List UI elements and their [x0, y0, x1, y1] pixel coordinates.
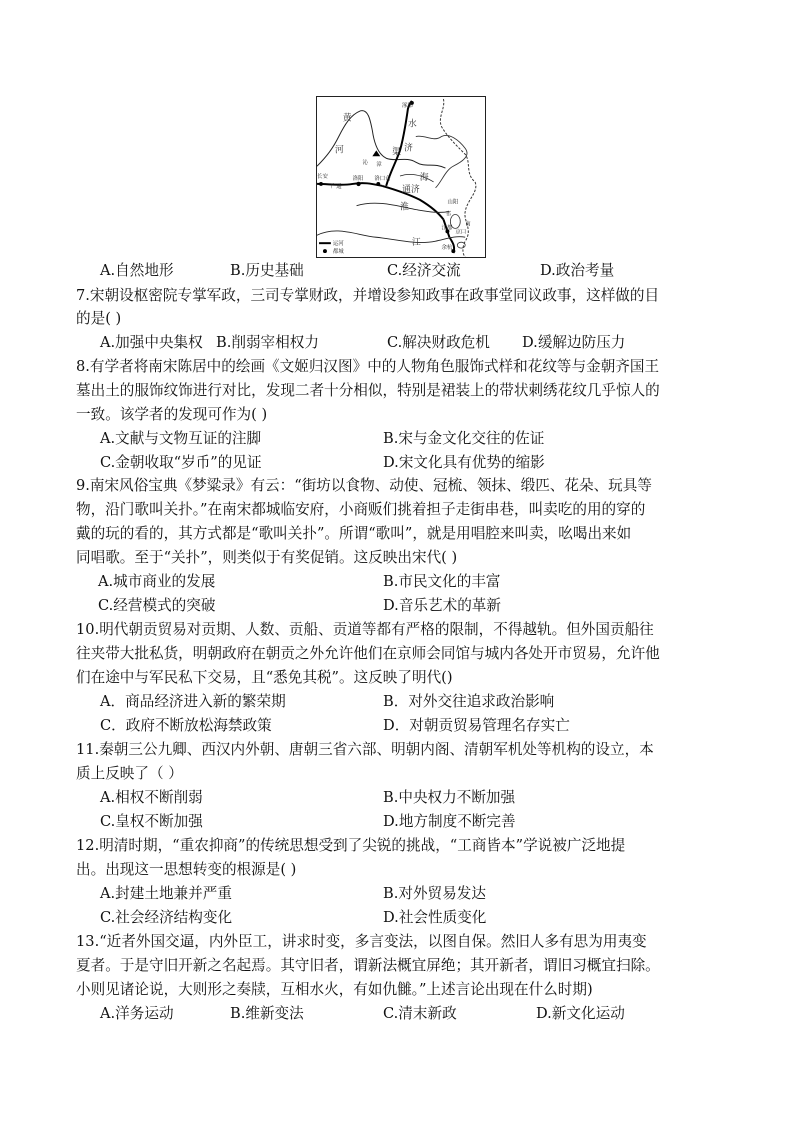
label-tongji-1: 通济 [401, 184, 420, 195]
q9-stem-line1: 9.南宋风俗宝典《梦粱录》有云：“街坊以食物、动使、冠梳、领抹、缎匹、花朵、玩具等 [76, 477, 652, 494]
q11-option-d[interactable]: D.地方制度不断完善 [383, 813, 516, 830]
label-qu: 渠 [392, 147, 401, 158]
q9-stem-line4: 同唱歌。至于“关扑”，则类似于有奖促销。这反映出宋代( ) [76, 549, 458, 566]
q6-option-b[interactable]: B.历史基础 [230, 262, 304, 279]
q11-option-a[interactable]: A.相权不断削弱 [100, 789, 203, 806]
q11-option-c[interactable]: C.皇权不断加强 [100, 813, 203, 830]
q13-stem-line2: 夏者。于是守旧开新之名起焉。其守旧者，谓新法概宜屏绝；其开新者，谓旧习概宜扫除。 [76, 957, 660, 974]
q13-option-c[interactable]: C.清末新政 [383, 1005, 457, 1022]
q12-option-d[interactable]: D.社会性质变化 [383, 909, 487, 926]
label-huai: 淮 [400, 202, 409, 213]
q10-stem-line1: 10.明代朝贡贸易对贡期、人数、贡船、贡道等都有严格的限制，不得越轨。但外国贡船往 [76, 621, 654, 638]
label-huang: 黄 [342, 113, 352, 124]
legend-city-label: 都城 [332, 249, 344, 256]
grand-canal-map [316, 96, 486, 258]
q8-option-d[interactable]: D.宋文化具有优势的缩影 [383, 454, 545, 471]
label-shanyang: 山阳 [447, 199, 459, 206]
label-han: 邗 [445, 211, 451, 218]
q6-option-d[interactable]: D.政治考量 [540, 262, 615, 279]
label-luoyang: 洛阳 [352, 175, 364, 182]
q8-stem-line3: 一致。该学者的发现可作为( ) [76, 406, 268, 423]
yellow-river [317, 111, 445, 169]
label-qin: 沁 [362, 160, 368, 167]
map-svg [317, 97, 485, 257]
q9-option-b[interactable]: B.市民文化的丰富 [383, 573, 501, 590]
q13-option-b[interactable]: B.维新变法 [230, 1005, 304, 1022]
q7-option-d[interactable]: D.缓解边防压力 [522, 334, 626, 351]
label-hai: 海 [419, 172, 429, 183]
q8-stem-line1: 8.有学者将南宋陈居中的绘画《文姬归汉图》中的人物角色服饰式样和花纹等与金朝齐国王 [76, 358, 660, 375]
label-nan: 南 [465, 221, 471, 228]
q11-stem-line2: 质上反映了（ ） [76, 765, 183, 782]
q12-option-c[interactable]: C.社会经济结构变化 [100, 909, 233, 926]
q11-option-b[interactable]: B.中央权力不断加强 [383, 789, 516, 806]
q13-stem-line3: 小则见诸论说，大则形之奏牍，互相水火，有如仇雠。”上述言论出现在什么时期) [76, 981, 593, 998]
q9-stem-line2: 物，沿门歌叫关扑。”在南宋都城临安府，小商贩们挑着担子走街串巷，叫卖吃的用的穿的 [76, 501, 646, 518]
q10-option-a[interactable]: A．商品经济进入新的繁荣期 [100, 693, 286, 710]
q9-stem-line3: 戴的玩的看的，其方式都是“歌叫关扑”。所谓“歌叫”，就是用唱腔来叫卖，吆喝出来如 [76, 525, 632, 542]
q7-option-a[interactable]: A.加强中央集权 [100, 334, 203, 351]
q10-option-c[interactable]: C．政府不断放松海禁政策 [100, 717, 272, 734]
q13-option-d[interactable]: D.新文化运动 [536, 1005, 625, 1022]
q10-option-b[interactable]: B．对外交往追求政治影响 [383, 693, 555, 710]
q9-option-c[interactable]: C.经营模式的突破 [98, 597, 216, 614]
legend-city-dot [323, 249, 327, 253]
label-yongji-1: 水 [407, 119, 417, 130]
label-changan: 长安 [317, 173, 328, 180]
q6-option-c[interactable]: C.经济交流 [387, 262, 461, 279]
q9-option-a[interactable]: A.城市商业的发展 [98, 573, 216, 590]
q8-option-c[interactable]: C.金朝收取“岁币”的见证 [100, 454, 262, 471]
q8-stem-line2: 墓出土的服饰纹饰进行对比，发现二者十分相似，特别是裙装上的带状刺绣花纹几乎惊人的 [76, 382, 660, 399]
city-changan [319, 182, 323, 186]
q12-option-b[interactable]: B.对外贸易发达 [383, 885, 486, 902]
q12-stem-line2: 出。出现这一思想转变的根源是( ) [76, 861, 297, 878]
q7-stem-line1: 7.宋朝设枢密院专掌军政，三司专掌财政，并增设参知政事在政事堂同议政事，这样做的目 [76, 287, 660, 304]
q8-option-a[interactable]: A.文献与文物互证的注脚 [100, 430, 262, 447]
q10-stem-line3: 们在途中与军民私下交易，且“悉免其税”。这反映了明代() [76, 669, 453, 686]
label-jiang: 江 [411, 238, 421, 249]
city-luoyang [356, 182, 360, 186]
q12-option-a[interactable]: A.封建土地兼并严重 [100, 885, 232, 902]
q12-stem-line1: 12.明清时期，“重农抑商”的传统思想受到了尖锐的挑战，“工商皆本”学说被广泛地提 [76, 837, 626, 854]
legend-canal-label: 运河 [332, 241, 344, 248]
city-luokou [376, 182, 380, 186]
guangtong-canal [317, 183, 382, 186]
label-zhang: 漳 [376, 162, 382, 169]
label-guangtong: 广通 [330, 183, 342, 190]
label-jingkou: 京口 [455, 229, 467, 236]
label-luokou: 洛口仓 [374, 175, 391, 182]
q9-option-d[interactable]: D.音乐艺术的革新 [383, 597, 501, 614]
label-zhuojun: 涿郡 [401, 102, 413, 109]
q7-stem-line2: 的是( ) [76, 310, 122, 327]
q7-option-c[interactable]: C.解决财政危机 [387, 334, 490, 351]
q10-stem-line2: 往夹带大批私货，明朝政府在朝贡之外允许他们在京师会同馆与城内各处开市贸易，允许他 [76, 645, 660, 662]
q13-stem-line1: 13.“近者外国交逼，内外臣工，讲求时变，多言变法，以图自保。然旧人多有思为用夷变 [76, 933, 647, 950]
q11-stem-line1: 11.秦朝三公九卿、西汉内外朝、唐朝三省六部、明朝内阁、清朝军机处等机构的设立，本 [76, 741, 654, 758]
q6-option-a[interactable]: A.自然地形 [100, 262, 174, 279]
q10-option-d[interactable]: D．对朝贡贸易管理名存实亡 [383, 717, 570, 734]
q7-option-b[interactable]: B.削弱宰相权力 [216, 334, 319, 351]
label-ji: 济 [403, 143, 413, 154]
label-jiangdu: 江都 [441, 225, 453, 232]
q8-option-b[interactable]: B.宋与金文化交往的佐证 [383, 430, 545, 447]
label-he: 河 [334, 145, 344, 156]
label-yuhang: 余杭 [441, 245, 453, 252]
q13-option-a[interactable]: A.洋务运动 [100, 1005, 174, 1022]
lake-taihu [457, 242, 465, 248]
